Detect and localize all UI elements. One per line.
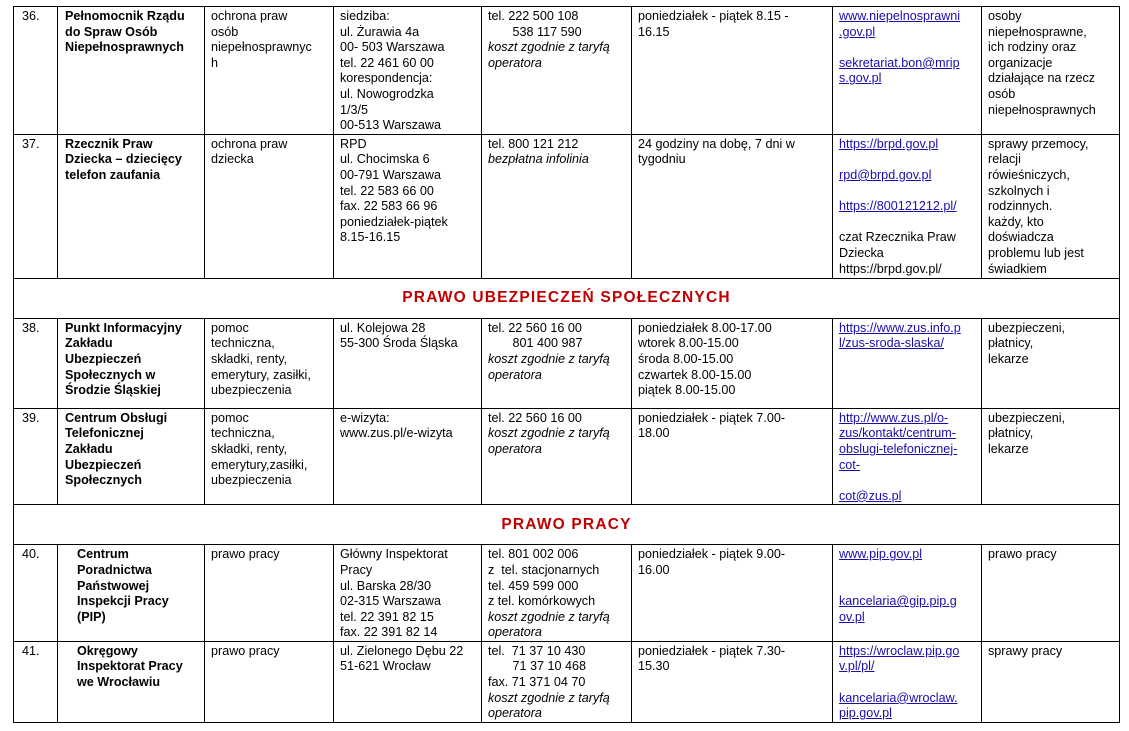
cell-line: tel. 22 461 60 00 [340,55,434,70]
address [334,318,482,408]
cell-line: szkolnych i [988,183,1050,198]
cell-line: Centrum [77,547,129,562]
opening-hours [632,408,833,505]
section-heading: PRAWO PRACY [14,505,1120,545]
contact-link[interactable]: s.gov.pl [839,71,882,86]
cell-line: 15.30 [638,659,670,674]
cell-line: ul. Barska 28/30 [340,578,432,593]
phone-line: koszt zgodnie z taryfą [488,351,610,366]
cell-line: ubezpieczenia [211,383,292,398]
phone [482,641,632,722]
contact-link[interactable]: cot@zus.pl [839,488,902,503]
phone-line: koszt zgodnie z taryfą [488,426,610,441]
cell-line: Ubezpieczeń [65,457,142,472]
cell-line: ubezpieczeni, [988,410,1066,425]
cell-line: dziecka [211,152,254,167]
cell-line: osób [988,86,1016,101]
cell-line: prawo pracy [988,547,1057,562]
cell-line: Ubezpieczeń [65,351,142,366]
contact-link[interactable]: pip.gov.pl [839,706,892,721]
address [334,641,482,722]
cell-line: ul. Kolejowa 28 [340,320,426,335]
cell-line: korespondencja: [340,71,433,86]
cell-line: rówieśniczych, [988,167,1070,182]
cell-line: poniedziałek-piątek [340,214,448,229]
cell-line: sprawy pracy [988,643,1063,658]
institution-name [58,318,205,408]
institution-name [58,134,205,278]
phone-line: operatora [488,55,542,70]
cell-line: emerytury, zasiłki, [211,367,311,382]
row-number: 39. [14,408,58,505]
address [334,408,482,505]
contact-link[interactable]: zus/kontakt/centrum- [839,426,956,441]
institution-name [58,641,205,722]
table-body [14,7,1120,723]
cell-line: siedziba: [340,9,390,23]
cell-line: świadkiem [988,261,1047,276]
address [334,134,482,278]
contact [833,134,982,278]
institution-name [58,7,205,135]
contact [833,641,982,722]
cell-line: sprawy przemocy, [988,136,1089,151]
institutions-table [13,6,1120,723]
target-group [982,545,1120,642]
address [334,545,482,642]
cell-line: płatnicy, [988,336,1034,351]
cell-line: piątek 8.00-15.00 [638,383,736,398]
target-group [982,7,1120,135]
cell-line: do Spraw Osób [65,24,158,39]
cell-line: problemu lub jest [988,245,1084,260]
cell-line: ul. Zielonego Dębu 22 [340,643,464,658]
cell-line: 16.00 [638,562,670,577]
cell-line: ubezpieczenia [211,473,292,488]
cell-line: lekarze [988,441,1029,456]
cell-line: Dziecka – dziecięcy [65,152,182,167]
cell-line: Centrum Obsługi [65,410,168,425]
contact-link[interactable]: https://wroclaw.pip.go [839,643,960,658]
contact-link[interactable]: v.pl/pl/ [839,659,875,674]
cell-line: ul. Chocimska 6 [340,152,430,167]
cell-line: poniedziałek 8.00-17.00 [638,320,772,335]
cell-line: osób [211,24,239,39]
cell-line: 00-513 Warszawa [340,118,442,133]
target-group [982,134,1120,278]
phone-line: tel. 71 37 10 430 [488,643,586,658]
cell-line: 16.15 [638,24,670,39]
section-row [14,278,1120,318]
target-group [982,318,1120,408]
contact-link[interactable]: https://brpd.gov.pl [839,136,939,151]
contact-text: https://brpd.gov.pl/ [839,261,942,276]
contact-link[interactable]: ov.pl [839,609,865,624]
cell-line: składki, renty, [211,351,288,366]
cell-line: osoby [988,9,1022,23]
cell-line: prawo pracy [211,643,280,658]
phone-line: operatora [488,625,542,640]
cell-line: Państwowej [77,578,150,593]
cell-line: płatnicy, [988,426,1034,441]
cell-line: czwartek 8.00-15.00 [638,367,752,382]
cell-line: Pracy [340,562,373,577]
phone [482,408,632,505]
table-row [14,318,1120,408]
cell-line: prawo pracy [211,547,280,562]
cell-line: działające na rzecz [988,71,1096,86]
phone-line: tel. 22 560 16 00 [488,320,582,335]
cell-line: RPD [340,136,367,151]
institution-name [58,408,205,505]
cell-line: ich rodziny oraz [988,40,1077,55]
table-row [14,641,1120,722]
cell-line: poniedziałek - piątek 9.00- [638,547,786,562]
phone-line: tel. 459 599 000 [488,578,579,593]
cell-line: 18.00 [638,426,670,441]
contact-link[interactable]: https://www.zus.info.p [839,320,961,335]
cell-line: e-wizyta: [340,410,390,425]
phone-line: operatora [488,367,542,382]
table-row [14,545,1120,642]
row-number: 38. [14,318,58,408]
phone-line: tel. 800 121 212 [488,136,579,151]
cell-line: techniczna, [211,426,275,441]
opening-hours [632,7,833,135]
cell-line: Społecznych [65,473,142,488]
phone [482,134,632,278]
cell-line: we Wrocławiu [77,675,161,690]
help-scope [205,641,334,722]
cell-line: Środzie Śląskiej [65,383,161,398]
opening-hours [632,545,833,642]
cell-line: Zakładu [65,336,113,351]
cell-line: ochrona praw [211,9,288,23]
cell-line: tygodniu [638,152,686,167]
phone-line: tel. 801 002 006 [488,547,579,562]
cell-line: każdy, kto [988,214,1044,229]
opening-hours [632,641,833,722]
row-number: 41. [14,641,58,722]
cell-line: Poradnictwa [77,562,152,577]
help-scope [205,318,334,408]
row-number: 37. [14,134,58,278]
cell-line: relacji [988,152,1021,167]
help-scope [205,408,334,505]
opening-hours [632,134,833,278]
cell-line: fax. 22 583 66 96 [340,199,438,214]
contact-link[interactable]: rpd@brpd.gov.pl [839,167,932,182]
cell-line: ul. Żurawia 4a [340,24,420,39]
cell-line: h [211,55,219,70]
cell-line: wtorek 8.00-15.00 [638,336,739,351]
opening-hours [632,318,833,408]
cell-line: środa 8.00-15.00 [638,351,734,366]
row-number: 36. [14,7,58,135]
cell-line: 24 godziny na dobę, 7 dni w [638,136,795,151]
table-row [14,134,1120,278]
cell-line: www.zus.pl/e-wizyta [340,426,453,441]
cell-line: Niepełnosprawnych [65,40,184,55]
phone-line: bezpłatna infolinia [488,152,589,167]
cell-line: doświadcza [988,230,1054,245]
contact-link[interactable]: kancelaria@wroclaw. [839,690,958,705]
help-scope [205,134,334,278]
contact-link[interactable]: https://800121212.pl/ [839,199,957,214]
cell-line: ochrona praw [211,136,288,151]
cell-line: 51-621 Wrocław [340,659,431,674]
cell-line: Rzecznik Praw [65,136,153,151]
contact-link[interactable]: www.pip.gov.pl [839,547,923,562]
cell-line: niepełnosprawnyc [211,40,312,55]
cell-line: tel. 22 583 66 00 [340,183,434,198]
cell-line: poniedziałek - piątek 7.30- [638,643,786,658]
target-group [982,641,1120,722]
address [334,7,482,135]
cell-line: rodzinnych. [988,199,1053,214]
phone-line: z tel. stacjonarnych [488,562,600,577]
section-heading: PRAWO UBEZPIECZEŃ SPOŁECZNYCH [14,278,1120,318]
cell-line: 8.15-16.15 [340,230,401,245]
phone-line: koszt zgodnie z taryfą [488,609,610,624]
contact [833,7,982,135]
contact-link[interactable]: sekretariat.bon@mrip [839,55,960,70]
phone-line: tel. 222 500 108 [488,9,579,23]
contact-text: czat Rzecznika Praw [839,230,956,245]
contact-link[interactable]: obslugi-telefonicznej- [839,441,958,456]
cell-line: 1/3/5 [340,102,369,117]
cell-line: Główny Inspektorat [340,547,448,562]
cell-line: telefon zaufania [65,167,161,182]
cell-line: Inspekcji Pracy [77,594,169,609]
contact [833,408,982,505]
cell-line: 00- 503 Warszawa [340,40,445,55]
cell-line: ubezpieczeni, [988,320,1066,335]
contact-link[interactable]: kancelaria@gip.pip.g [839,594,957,609]
cell-line: lekarze [988,351,1029,366]
cell-line: Zakładu [65,441,113,456]
phone [482,318,632,408]
contact-link[interactable]: www.niepelnosprawni [839,9,961,23]
cell-line: Inspektorat Pracy [77,659,183,674]
phone-line: tel. 22 560 16 00 [488,410,582,425]
phone [482,545,632,642]
contact-link[interactable]: http://www.zus.pl/o- [839,410,949,425]
cell-line: ul. Nowogrodzka [340,86,434,101]
contact-link[interactable]: cot- [839,457,860,472]
cell-line: składki, renty, [211,441,288,456]
table-row [14,7,1120,135]
cell-line: Społecznych w [65,367,156,382]
cell-line: tel. 22 391 82 15 [340,609,434,624]
cell-line: 55-300 Środa Śląska [340,336,458,351]
cell-line: (PIP) [77,609,106,624]
phone-line: koszt zgodnie z taryfą [488,40,610,55]
phone-line: 801 400 987 [488,336,583,351]
phone-line: z tel. komórkowych [488,594,596,609]
section-row [14,505,1120,545]
cell-line: fax. 22 391 82 14 [340,625,438,640]
cell-line: niepełnosprawnych [988,102,1096,117]
institution-name [58,545,205,642]
cell-line: Pełnomocnik Rządu [65,9,185,23]
cell-line: poniedziałek - piątek 8.15 - [638,9,789,23]
cell-line: 00-791 Warszawa [340,167,442,182]
contact [833,318,982,408]
cell-line: pomoc [211,320,249,335]
cell-line: 02-315 Warszawa [340,594,442,609]
contact-link[interactable]: .gov.pl [839,24,876,39]
cell-line: techniczna, [211,336,275,351]
phone-line: 71 37 10 468 [488,659,587,674]
contact-link[interactable]: l/zus-sroda-slaska/ [839,336,944,351]
target-group [982,408,1120,505]
cell-line: Punkt Informacyjny [65,320,182,335]
cell-line: Okręgowy [77,643,138,658]
contact [833,545,982,642]
phone-line: koszt zgodnie z taryfą [488,690,610,705]
phone-line: fax. 71 371 04 70 [488,675,586,690]
cell-line: Telefonicznej [65,426,144,441]
cell-line: emerytury,zasiłki, [211,457,308,472]
phone-line: operatora [488,441,542,456]
phone-line: 538 117 590 [488,24,582,39]
help-scope [205,545,334,642]
contact-text: Dziecka [839,245,884,260]
phone-line: operatora [488,706,542,721]
cell-line: pomoc [211,410,249,425]
cell-line: poniedziałek - piątek 7.00- [638,410,786,425]
row-number: 40. [14,545,58,642]
table-row [14,408,1120,505]
phone [482,7,632,135]
cell-line: organizacje [988,55,1053,70]
help-scope [205,7,334,135]
cell-line: niepełnosprawne, [988,24,1087,39]
